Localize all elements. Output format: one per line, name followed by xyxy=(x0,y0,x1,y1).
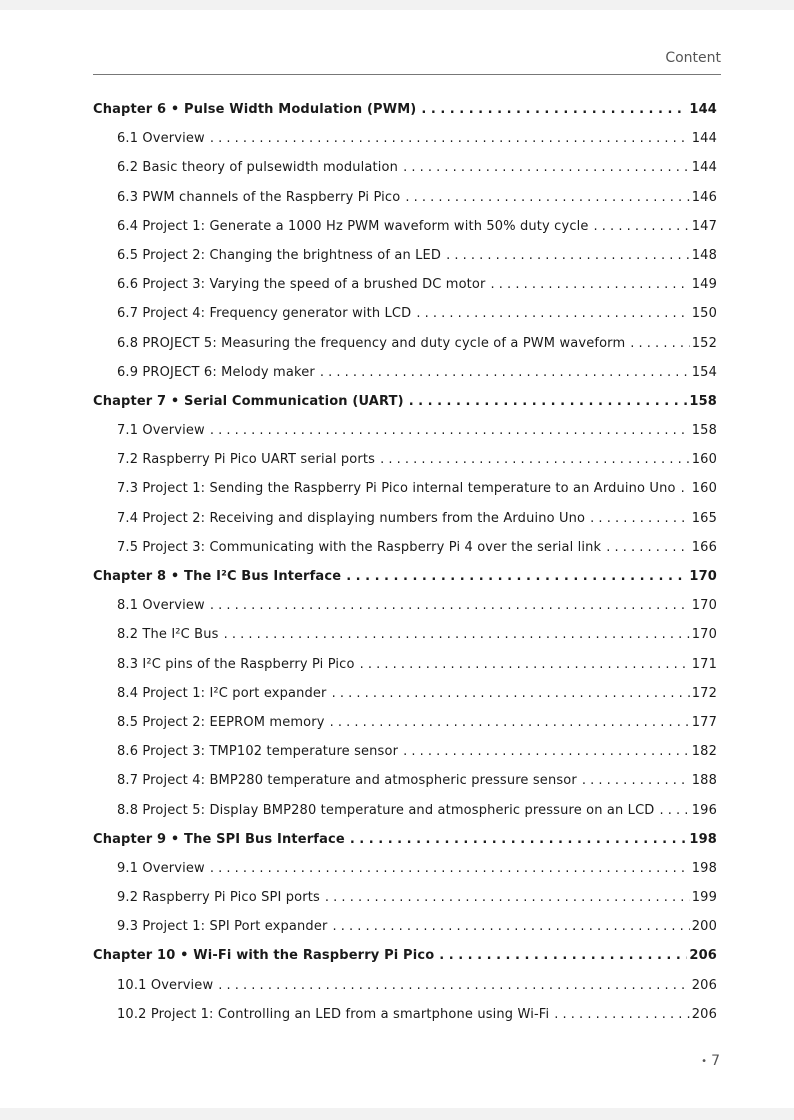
toc-section-entry[interactable] xyxy=(93,533,717,562)
toc-entry-page-number: 154 xyxy=(691,364,717,380)
running-header: Content xyxy=(665,50,721,66)
dot-leader xyxy=(421,95,687,124)
toc-section-entry[interactable] xyxy=(93,241,717,270)
toc-section-entry[interactable] xyxy=(93,416,717,445)
toc-section-entry[interactable] xyxy=(93,708,717,737)
toc-entry-page-number: 170 xyxy=(691,627,717,643)
toc-entry-title: Chapter 6 • Pulse Width Modulation (PWM) xyxy=(93,102,417,117)
toc-entry-title: Chapter 10 • Wi-Fi with the Raspberry Pi Pico xyxy=(93,948,435,964)
dot-leader xyxy=(659,796,689,825)
toc-entry-page-number: 149 xyxy=(691,277,717,293)
toc-section-entry[interactable] xyxy=(93,912,717,941)
dot-leader xyxy=(210,854,690,883)
toc-chapter-entry[interactable] xyxy=(93,825,717,854)
toc-entry-page-number: 150 xyxy=(691,306,717,322)
toc-section-entry[interactable] xyxy=(93,299,717,328)
toc-section-entry[interactable] xyxy=(93,329,717,358)
toc-entry-title: 6.2 Basic theory of pulsewidth modulation xyxy=(117,160,399,176)
footer-bullet: • xyxy=(701,1055,708,1067)
dot-leader xyxy=(210,124,690,153)
dot-leader xyxy=(446,241,690,270)
toc-entry-page-number: 160 xyxy=(691,452,717,468)
header-rule xyxy=(93,74,721,75)
dot-leader xyxy=(360,650,690,679)
toc-entry-title: 7.5 Project 3: Communicating with the Raspberry Pi 4 over the serial link xyxy=(117,539,602,555)
toc-entry-page-number: 200 xyxy=(691,919,717,935)
toc-entry-page-number: 198 xyxy=(689,831,717,847)
toc-section-entry[interactable] xyxy=(93,445,717,474)
toc-entry-title: 8.8 Project 5: Display BMP280 temperature and atmospheric pressure on an LCD xyxy=(117,802,655,818)
dot-leader xyxy=(416,299,689,328)
dot-leader xyxy=(332,912,689,941)
toc-entry-title: 6.1 Overview xyxy=(117,131,205,147)
toc-entry-page-number: 144 xyxy=(691,160,717,176)
page-number: 7 xyxy=(711,1053,720,1069)
toc-entry-title: 10.1 Overview xyxy=(117,977,214,993)
toc-entry-page-number: 144 xyxy=(689,102,717,117)
table-of-contents xyxy=(93,95,717,1029)
toc-entry-page-number: 166 xyxy=(691,539,717,555)
toc-entry-page-number: 182 xyxy=(691,744,717,760)
dot-leader xyxy=(606,533,690,562)
toc-section-entry[interactable] xyxy=(93,620,717,649)
toc-entry-title: 9.3 Project 1: SPI Port expander xyxy=(117,919,328,935)
toc-entry-title: 7.4 Project 2: Receiving and displaying numbers from the Arduino Uno xyxy=(117,510,586,526)
toc-entry-title: 6.8 PROJECT 5: Measuring the frequency and duty cycle of a PWM waveform xyxy=(117,335,626,351)
dot-leader xyxy=(594,212,690,241)
toc-entry-title: 6.6 Project 3: Varying the speed of a brushed DC motor xyxy=(117,277,486,293)
toc-entry-page-number: 148 xyxy=(691,247,717,263)
dot-leader xyxy=(403,737,690,766)
dot-leader xyxy=(554,1000,689,1029)
toc-entry-page-number: 146 xyxy=(691,189,717,205)
toc-section-entry[interactable] xyxy=(93,854,717,883)
toc-section-entry[interactable] xyxy=(93,358,717,387)
toc-section-entry[interactable] xyxy=(93,766,717,795)
toc-entry-page-number: 196 xyxy=(691,802,717,818)
dot-leader xyxy=(330,708,690,737)
dot-leader xyxy=(224,620,690,649)
toc-entry-page-number: 152 xyxy=(691,335,717,351)
toc-entry-title: 6.5 Project 2: Changing the brightness of an LED xyxy=(117,247,442,263)
toc-entry-title: 10.2 Project 1: Controlling an LED from a smartphone using Wi-Fi xyxy=(117,1006,550,1022)
toc-entry-title: 8.5 Project 2: EEPROM memory xyxy=(117,714,325,730)
toc-entry-page-number: 160 xyxy=(691,481,717,497)
toc-section-entry[interactable] xyxy=(93,591,717,620)
dot-leader xyxy=(210,591,690,620)
toc-entry-title: 7.3 Project 1: Sending the Raspberry Pi Pico internal temperature to an Arduino Uno xyxy=(117,481,676,497)
dot-leader xyxy=(491,270,690,299)
dot-leader xyxy=(590,504,690,533)
toc-entry-title: 7.2 Raspberry Pi Pico UART serial ports xyxy=(117,452,376,468)
dot-leader xyxy=(380,445,690,474)
dot-leader xyxy=(350,825,688,854)
toc-entry-title: Chapter 8 • The I²C Bus Interface xyxy=(93,569,342,584)
dot-leader xyxy=(346,562,687,591)
toc-entry-title: 6.9 PROJECT 6: Melody maker xyxy=(117,364,315,380)
toc-entry-page-number: 171 xyxy=(691,656,717,672)
toc-section-entry[interactable] xyxy=(93,270,717,299)
toc-entry-title: 8.2 The I²C Bus xyxy=(117,627,219,643)
dot-leader xyxy=(332,679,690,708)
page-footer xyxy=(701,1053,720,1069)
toc-entry-page-number: 177 xyxy=(691,714,717,730)
toc-entry-title: Chapter 9 • The SPI Bus Interface xyxy=(93,831,345,847)
toc-entry-page-number: 165 xyxy=(691,510,717,526)
toc-entry-title: 7.1 Overview xyxy=(117,423,205,439)
toc-entry-title: 8.7 Project 4: BMP280 temperature and atmospheric pressure sensor xyxy=(117,773,577,789)
toc-section-entry[interactable] xyxy=(93,650,717,679)
toc-entry-title: 6.7 Project 4: Frequency generator with LCD xyxy=(117,306,412,322)
toc-section-entry[interactable] xyxy=(93,679,717,708)
toc-entry-page-number: 206 xyxy=(689,948,717,964)
toc-entry-page-number: 158 xyxy=(689,393,717,409)
toc-entry-page-number: 188 xyxy=(691,773,717,789)
toc-entry-page-number: 198 xyxy=(691,860,717,876)
toc-section-entry[interactable] xyxy=(93,153,717,182)
toc-chapter-entry[interactable] xyxy=(93,95,717,124)
toc-entry-title: 6.4 Project 1: Generate a 1000 Hz PWM waveform with 50% duty cycle xyxy=(117,218,589,234)
toc-entry-title: 9.2 Raspberry Pi Pico SPI ports xyxy=(117,890,320,906)
toc-entry-title: 8.6 Project 3: TMP102 temperature sensor xyxy=(117,744,399,760)
dot-leader xyxy=(409,387,688,416)
dot-leader xyxy=(325,883,690,912)
toc-entry-page-number: 144 xyxy=(691,131,717,147)
dot-leader xyxy=(681,474,690,503)
toc-section-entry[interactable] xyxy=(93,183,717,212)
toc-section-entry[interactable] xyxy=(93,971,717,1000)
document-page xyxy=(0,10,794,1108)
toc-chapter-entry[interactable] xyxy=(93,562,717,591)
toc-entry-page-number: 170 xyxy=(689,569,717,584)
toc-section-entry[interactable] xyxy=(93,1000,717,1029)
toc-chapter-entry[interactable] xyxy=(93,941,717,970)
dot-leader xyxy=(403,153,690,182)
toc-entry-page-number: 199 xyxy=(691,890,717,906)
toc-section-entry[interactable] xyxy=(93,796,717,825)
toc-section-entry[interactable] xyxy=(93,124,717,153)
toc-entry-title: 8.4 Project 1: I²C port expander xyxy=(117,685,327,701)
dot-leader xyxy=(630,329,689,358)
toc-section-entry[interactable] xyxy=(93,737,717,766)
toc-entry-title: 8.3 I²C pins of the Raspberry Pi Pico xyxy=(117,656,355,672)
toc-section-entry[interactable] xyxy=(93,504,717,533)
toc-entry-title: 6.3 PWM channels of the Raspberry Pi Pico xyxy=(117,189,401,205)
toc-entry-title: 9.1 Overview xyxy=(117,860,205,876)
toc-entry-page-number: 172 xyxy=(691,685,717,701)
toc-section-entry[interactable] xyxy=(93,883,717,912)
dot-leader xyxy=(210,416,690,445)
toc-entry-title: Chapter 7 • Serial Communication (UART) xyxy=(93,393,404,409)
dot-leader xyxy=(439,941,687,970)
toc-entry-page-number: 206 xyxy=(691,977,717,993)
toc-section-entry[interactable] xyxy=(93,212,717,241)
dot-leader xyxy=(218,971,690,1000)
toc-entry-page-number: 158 xyxy=(691,423,717,439)
toc-entry-page-number: 147 xyxy=(691,218,717,234)
toc-entry-title: 8.1 Overview xyxy=(117,598,205,614)
dot-leader xyxy=(320,358,690,387)
toc-entry-page-number: 170 xyxy=(691,598,717,614)
toc-section-entry[interactable] xyxy=(93,474,717,503)
dot-leader xyxy=(582,766,690,795)
toc-chapter-entry[interactable] xyxy=(93,387,717,416)
toc-entry-page-number: 206 xyxy=(691,1006,717,1022)
dot-leader xyxy=(405,183,689,212)
